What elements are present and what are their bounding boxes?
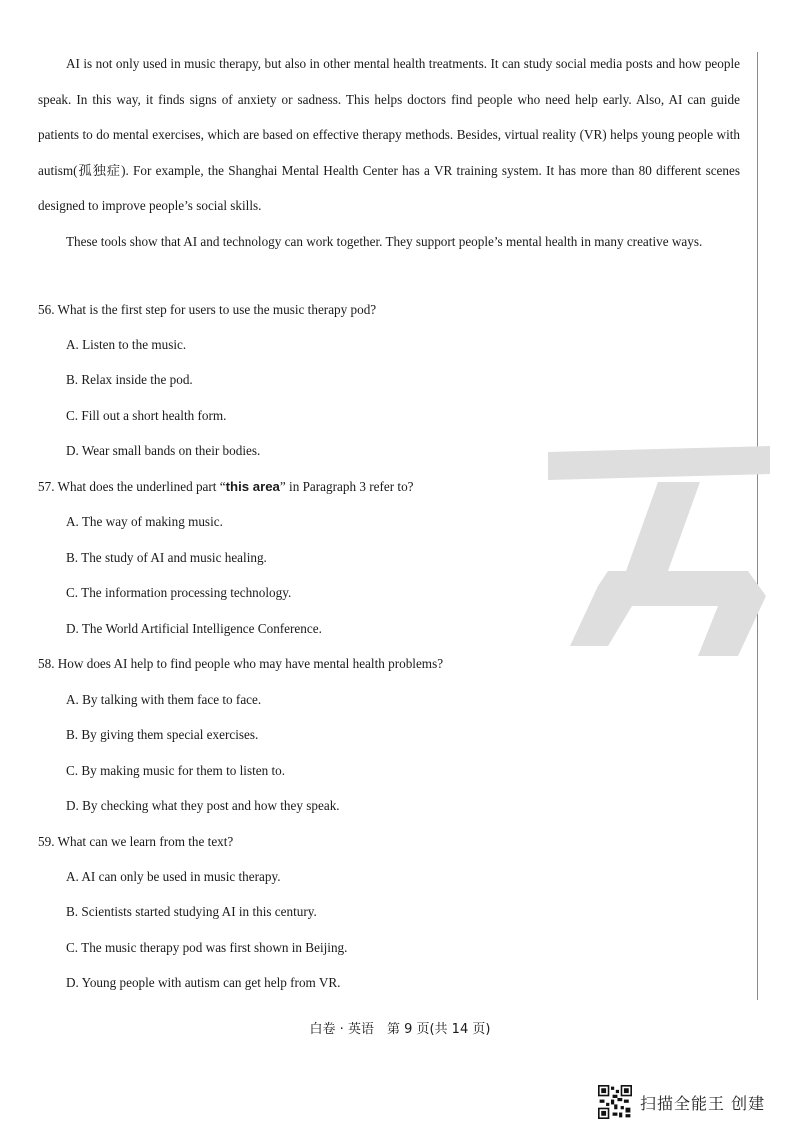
answer-option[interactable]: D. By checking what they post and how they speak. — [66, 798, 340, 813]
question-stem-text: ” in Paragraph 3 refer to? — [279, 479, 414, 494]
answer-option[interactable]: D. Wear small bands on their bodies. — [66, 443, 261, 458]
answer-option[interactable]: C. Fill out a short health form. — [66, 408, 227, 423]
reading-passage — [38, 46, 740, 259]
passage-paragraph: These tools show that AI and technology can work together. They support people’s mental health in many creative ways. — [66, 233, 703, 249]
answer-option[interactable]: B. Scientists started studying AI in this century. — [66, 904, 317, 919]
scanner-badge — [598, 1084, 765, 1120]
scanner-label: 扫描全能王 创建 — [640, 1093, 766, 1113]
answer-option[interactable]: B. By giving them special exercises. — [66, 727, 259, 742]
passage-paragraph: AI is not only used in music therapy, but also in other mental health treatments. It can study social media posts and how people speak. In this way, it finds signs of anxiety or sadness. This helps doctors find people who need help early. Also, AI can guide patients to do mental exercises, which are based on effective therapy methods. Besides, virtual reality (VR) helps young people with autism(孤独症). For example, the Shanghai Mental Health Center has a VR training system. It has more than 80 different scenes designed to improve people’s social skills. — [38, 56, 740, 213]
answer-option[interactable]: A. By talking with them face to face. — [66, 692, 262, 707]
question-stem: 58. How does AI help to find people who may have mental health problems? — [38, 656, 444, 671]
answer-option[interactable]: C. The information processing technology. — [66, 585, 292, 600]
answer-option[interactable]: A. AI can only be used in music therapy. — [66, 869, 281, 884]
page-footer: 白卷 · 英语 第 9 页(共 14 页) — [309, 1022, 491, 1037]
underlined-phrase: this area — [225, 479, 280, 494]
question-stem-text: 57. What does the underlined part “ — [38, 479, 226, 494]
answer-option[interactable]: D. Young people with autism can get help from VR. — [66, 975, 341, 990]
answer-option[interactable]: C. By making music for them to listen to. — [66, 763, 286, 778]
answer-option[interactable]: A. Listen to the music. — [66, 337, 187, 352]
answer-option[interactable]: D. The World Artificial Intelligence Conference. — [66, 621, 322, 636]
answer-option[interactable]: A. The way of making music. — [66, 514, 223, 529]
qr-code-icon — [598, 1085, 632, 1119]
question-stem: 56. What is the first step for users to use the music therapy pod? — [38, 302, 377, 317]
watermark-logo-icon — [548, 446, 770, 656]
question-stem — [38, 477, 414, 497]
answer-option[interactable]: B. Relax inside the pod. — [66, 372, 193, 387]
answer-option[interactable]: B. The study of AI and music healing. — [66, 550, 267, 565]
question-stem: 59. What can we learn from the text? — [38, 834, 234, 849]
answer-option[interactable]: C. The music therapy pod was first shown in Beijing. — [66, 940, 348, 955]
